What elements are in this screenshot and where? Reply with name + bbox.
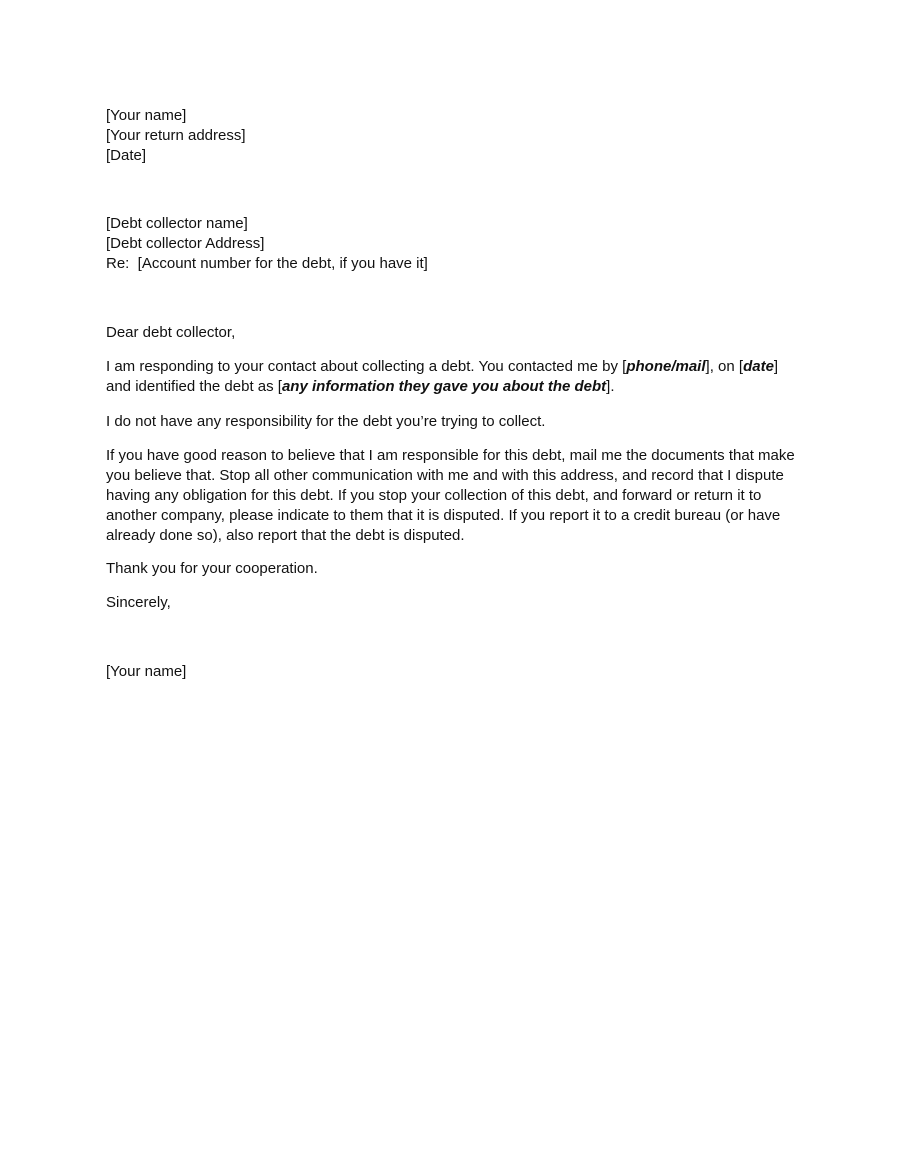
- reference-line: Re: [Account number for the debt, if you have it]: [106, 255, 428, 272]
- contact-text-1: I am responding to your contact about collecting a debt. You contacted me by [: [106, 358, 627, 375]
- recipient-address: [Debt collector Address]: [106, 235, 265, 252]
- paragraph-contact-line-1: [106, 357, 806, 377]
- dispute-line-2: you believe that. Stop all other communication with me and with this address, and record that I dispute: [106, 467, 784, 484]
- thanks-line: Thank you for your cooperation.: [106, 560, 318, 577]
- closing-line: Sincerely,: [106, 594, 171, 611]
- dispute-line-1: If you have good reason to believe that I am responsible for this debt, mail me the documents that make: [106, 447, 795, 464]
- contact-method-placeholder: phone/mail: [626, 358, 706, 375]
- paragraph-dispute: [106, 446, 806, 546]
- recipient-name: [Debt collector name]: [106, 215, 248, 232]
- paragraph-no-responsibility: I do not have any responsibility for the debt you’re trying to collect.: [106, 413, 546, 430]
- sender-address: [Your return address]: [106, 127, 246, 144]
- contact-date-placeholder: date: [743, 358, 774, 375]
- dispute-line-3: having any obligation for this debt. If you stop your collection of this debt, and forward or return it to: [106, 487, 762, 504]
- debt-info-placeholder: any information they gave you about the debt: [281, 378, 607, 395]
- letter-date: [Date]: [106, 147, 147, 164]
- dispute-line-5: already done so), also report that the debt is disputed.: [106, 527, 465, 544]
- recipient-block: [106, 214, 806, 274]
- contact-text-2: ], on [: [705, 358, 744, 375]
- sender-name: [Your name]: [106, 107, 187, 124]
- salutation: Dear debt collector,: [106, 324, 236, 341]
- paragraph-contact: [106, 357, 806, 397]
- sender-block: [106, 106, 806, 166]
- signature-name: [Your name]: [106, 663, 187, 680]
- contact-text-4: and identified the debt as [: [106, 378, 282, 395]
- dispute-line-4: another company, please indicate to them that it is disputed. If you report it to a credit bureau (or have: [106, 507, 781, 524]
- paragraph-contact-line-2: [106, 377, 806, 397]
- contact-text-5: ].: [606, 378, 615, 395]
- contact-text-3: ]: [773, 358, 779, 375]
